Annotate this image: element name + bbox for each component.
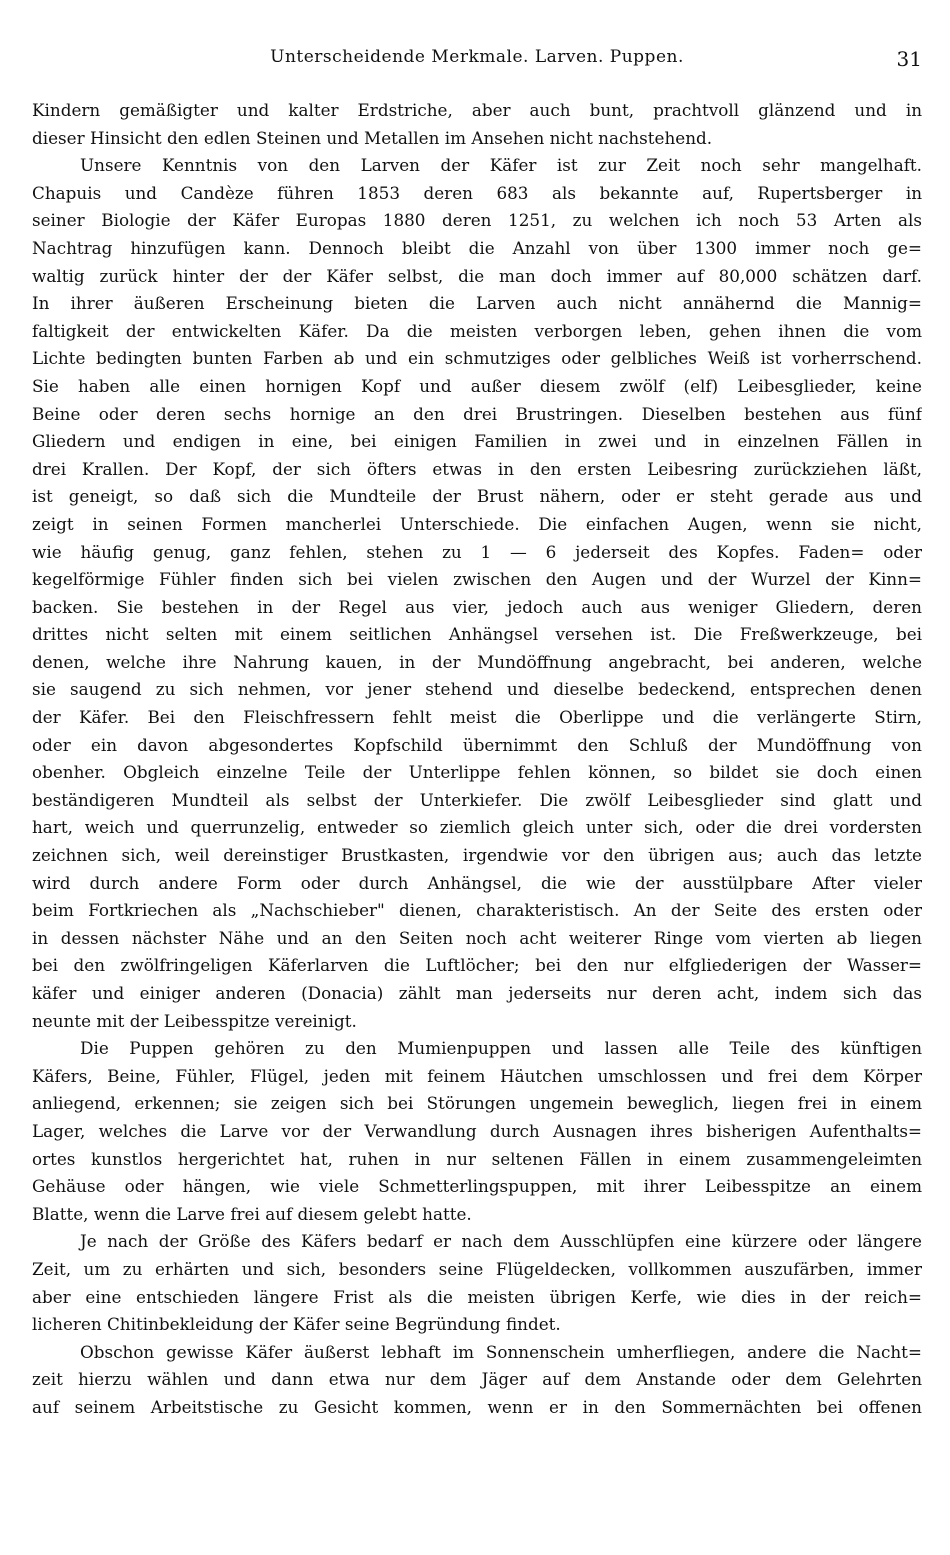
text-line: faltigkeit der entwickelten Käfer. Da die meisten verborgen leben, gehen ihnen die vom — [32, 320, 922, 341]
text-line: wird durch andere Form oder durch Anhängsel, die wie der ausstülpbare After vieler — [32, 872, 922, 893]
text-line: beständigeren Mundteil als selbst der Unterkiefer. Die zwölf Leibesglieder sind glatt und — [32, 789, 922, 810]
text-line: beim Fortkriechen als „Nachschieber" dienen, charakteristisch. An der Seite des ersten oder — [32, 900, 922, 921]
body-text — [32, 97, 922, 1422]
text-line: Chapuis und Candèze führen 1853 deren 683 als bekannte auf, Rupertsberger in — [32, 182, 922, 203]
text-line: licheren Chitinbekleidung der Käfer seine Begründung findet. — [32, 1314, 561, 1335]
text-line: Lichte bedingten bunten Farben ab und ein schmutziges oder gelbliches Weiß ist vorherrschend. — [32, 348, 922, 369]
text-line: zeigt in seinen Formen mancherlei Unterschiede. Die einfachen Augen, wenn sie nicht, — [32, 513, 922, 534]
paragraph — [32, 152, 922, 1035]
text-line: käfer und einiger anderen (Donacia) zählt man jederseits nur deren acht, indem sich das — [32, 983, 922, 1003]
text-line: obenher. Obgleich einzelne Teile der Unterlippe fehlen können, so bildet sie doch einen — [32, 762, 922, 783]
text-line: drei Krallen. Der Kopf, der sich öfters etwas in den ersten Leibesring zurückziehen läßt, — [32, 458, 922, 479]
text-line: neunte mit der Leibesspitze vereinigt. — [32, 1010, 357, 1031]
text-line: in dessen nächster Nähe und an den Seiten noch acht weiterer Ringe vom vierten ab liegen — [32, 927, 922, 948]
text-line: auf seinem Arbeitstische zu Gesicht kommen, wenn er in den Sommernächten bei offenen — [32, 1396, 922, 1417]
text-line: Blatte, wenn die Larve frei auf diesem gelebt hatte. — [32, 1203, 472, 1224]
text-line: kegelförmige Fühler finden sich bei vielen zwischen den Augen und der Wurzel der Kinn= — [32, 569, 922, 590]
running-head — [32, 47, 922, 77]
text-line: denen, welche ihre Nahrung kauen, in der Mundöffnung angebracht, bei anderen, welche — [32, 651, 922, 672]
page-number: 31 — [896, 47, 922, 71]
text-line: Lager, welches die Larve vor der Verwandlung durch Ausnagen ihres bisherigen Aufenthalts= — [32, 1120, 922, 1141]
text-line: Kindern gemäßigter und kalter Erdstriche, aber auch bunt, prachtvoll glänzend und in — [32, 100, 922, 120]
text-line: ortes kunstlos hergerichtet hat, ruhen in nur seltenen Fällen in einem zusammengeleimten — [32, 1148, 922, 1169]
text-line: anliegend, erkennen; sie zeigen sich bei Störungen ungemein beweglich, liegen frei in einem — [32, 1093, 922, 1114]
book-page — [32, 0, 922, 1555]
text-line: Käfers, Beine, Fühler, Flügel, jeden mit feinem Häutchen umschlossen und frei dem Körper — [32, 1065, 922, 1086]
text-line: oder ein davon abgesondertes Kopfschild übernimmt den Schluß der Mundöffnung von — [32, 734, 922, 755]
text-line: Gliedern und endigen in eine, bei einigen Familien in zwei und in einzelnen Fällen in — [32, 431, 922, 452]
text-line: Sie haben alle einen hornigen Kopf und außer diesem zwölf (elf) Leibesglieder, keine — [32, 375, 922, 396]
paragraph — [32, 1339, 922, 1422]
text-line: Die Puppen gehören zu den Mumienpuppen und lassen alle Teile des künftigen — [80, 1038, 922, 1059]
text-line: Gehäuse oder hängen, wie viele Schmetterlingspuppen, mit ihrer Leibesspitze an einem — [32, 1176, 922, 1197]
text-line: Zeit, um zu erhärten und sich, besonders seine Flügeldecken, vollkommen auszufärben, immer — [32, 1258, 922, 1279]
text-line: Nachtrag hinzufügen kann. Dennoch bleibt die Anzahl von über 1300 immer noch ge= — [32, 237, 922, 258]
text-line: dieser Hinsicht den edlen Steinen und Metallen im Ansehen nicht nachstehend. — [32, 127, 713, 148]
text-line: aber eine entschieden längere Frist als die meisten übrigen Kerfe, wie dies in der reich= — [32, 1286, 922, 1307]
paragraph — [32, 1228, 922, 1338]
running-title: Unterscheidende Merkmale. Larven. Puppen. — [270, 47, 684, 67]
text-line: ist geneigt, so daß sich die Mundteile der Brust nähern, oder er steht gerade aus und — [32, 486, 922, 507]
text-line: Je nach der Größe des Käfers bedarf er nach dem Ausschlüpfen eine kürzere oder längere — [80, 1231, 922, 1252]
text-line: der Käfer. Bei den Fleischfressern fehlt meist die Oberlippe und die verlängerte Stirn, — [32, 707, 922, 728]
text-line: drittes nicht selten mit einem seitlichen Anhängsel versehen ist. Die Freßwerkzeuge, bei — [32, 624, 922, 645]
text-line: Obschon gewisse Käfer äußerst lebhaft im Sonnenschein umherfliegen, andere die Nacht= — [80, 1341, 922, 1362]
text-line: Beine oder deren sechs hornige an den drei Brustringen. Dieselben bestehen aus fünf — [32, 403, 922, 424]
paragraph — [32, 97, 922, 152]
text-line: backen. Sie bestehen in der Regel aus vier, jedoch auch aus weniger Gliedern, deren — [32, 596, 922, 617]
text-line: sie saugend zu sich nehmen, vor jener stehend und dieselbe bedeckend, entsprechen denen — [32, 679, 922, 700]
text-line: waltig zurück hinter der der Käfer selbst, die man doch immer auf 80,000 schätzen darf. — [32, 265, 922, 286]
text-line: bei den zwölfringeligen Käferlarven die Luftlöcher; bei den nur elfgliederigen der Wasser= — [32, 955, 922, 976]
text-line: hart, weich und querrunzelig, entweder so ziemlich gleich unter sich, oder die drei vordersten — [32, 817, 922, 838]
text-line: zeichnen sich, weil dereinstiger Brustkasten, irgendwie vor den übrigen aus; auch das letzte — [32, 845, 922, 866]
text-line: In ihrer äußeren Erscheinung bieten die Larven auch nicht annähernd die Mannig= — [32, 293, 922, 314]
paragraph — [32, 1035, 922, 1228]
text-line: zeit hierzu wählen und dann etwa nur dem Jäger auf dem Anstande oder dem Gelehrten — [32, 1369, 922, 1390]
text-line: Unsere Kenntnis von den Larven der Käfer ist zur Zeit noch sehr mangelhaft. — [80, 155, 922, 176]
text-line: seiner Biologie der Käfer Europas 1880 deren 1251, zu welchen ich noch 53 Arten als — [32, 210, 922, 231]
text-line: wie häufig genug, ganz fehlen, stehen zu 1 — 6 jederseit des Kopfes. Faden= oder — [32, 541, 922, 562]
